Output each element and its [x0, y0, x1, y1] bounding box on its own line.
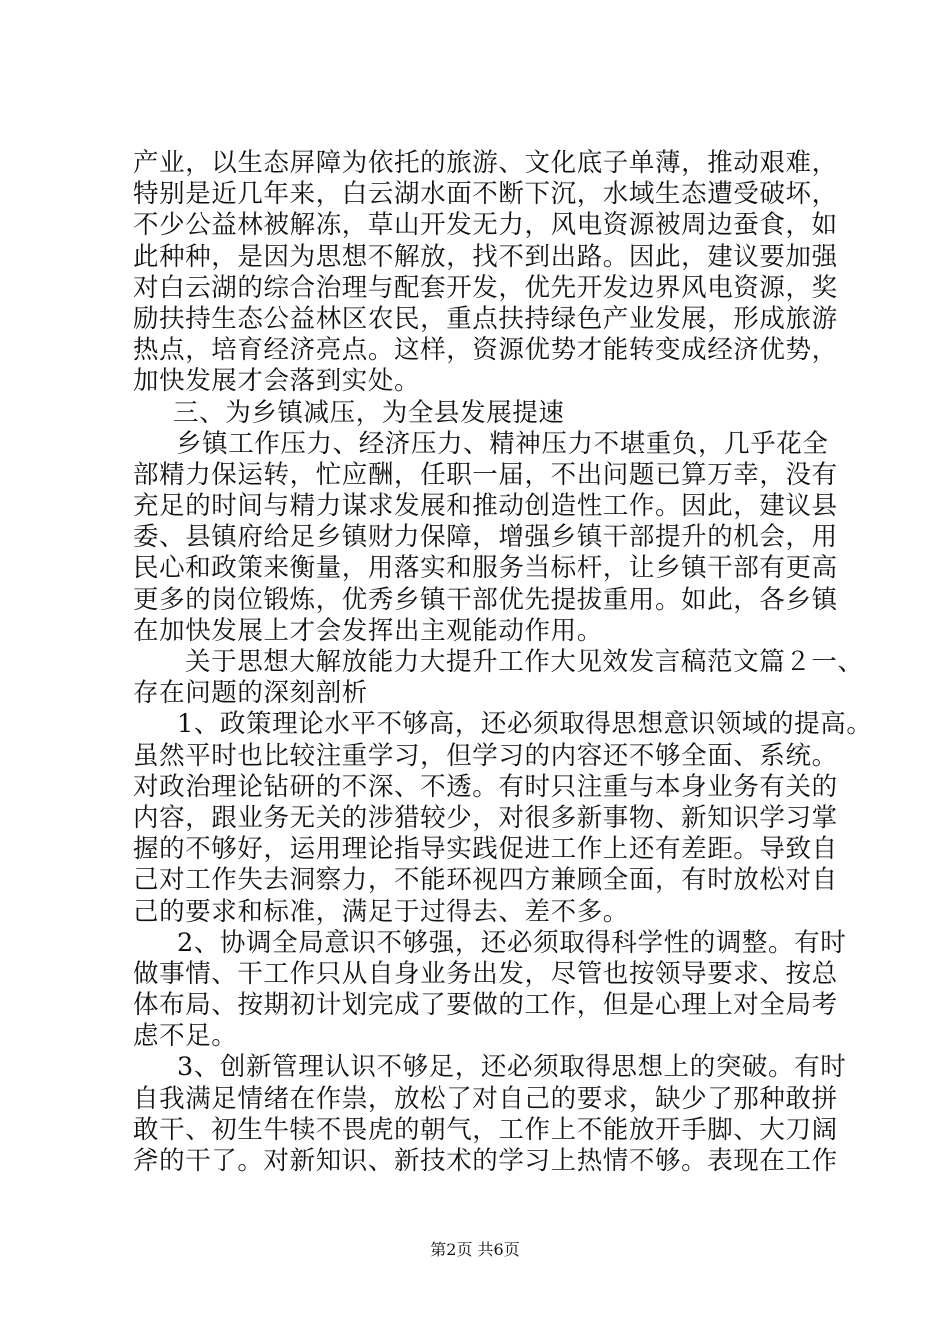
text-line: 内容，跟业务无关的涉猎较少，对很多新事物、新知识学习掌 — [133, 802, 838, 833]
text-line: 更多的岗位锻炼，优秀乡镇干部优先提拔重用。如此，各乡镇 — [133, 584, 838, 615]
text-line: 己对工作失去洞察力，不能环视四方兼顾全面，有时放松对自 — [133, 865, 838, 896]
text-line: 对白云湖的综合治理与配套开发，优先开发边界风电资源，奖 — [133, 272, 838, 303]
text-line: 热点，培育经济亮点。这样，资源优势才能转变成经济优势， — [133, 335, 838, 366]
text-line: 3、创新管理认识不够足，还必须取得思想上的突破。有时 — [177, 1052, 847, 1083]
text-line: 斧的干了。对新知识、新技术的学习上热情不够。表现在工作 — [133, 1146, 838, 1176]
text-line: 虑不足。 — [133, 1021, 238, 1052]
text-line: 对政治理论钻研的不深、不透。有时只注重与本身业务有关的 — [133, 771, 838, 802]
article-title: 关于思想大解放能力大提升工作大见效发言稿范文篇２一、 — [185, 647, 864, 677]
text-line: 部精力保运转，忙应酬，任职一届，不出问题已算万幸，没有 — [133, 459, 838, 490]
text-line: 敢干、初生牛犊不畏虎的朝气，工作上不能放开手脚、大刀阔 — [133, 1114, 838, 1145]
text-line: 委、县镇府给足乡镇财力保障，增强乡镇干部提升的机会，用 — [133, 522, 838, 553]
document-body — [133, 148, 873, 1177]
page-number-footer: 第2页 共6页 — [430, 1240, 520, 1259]
text-line: 存在问题的深刻剖析 — [133, 678, 368, 709]
text-line: 做事情、干工作只从自身业务出发，尽管也按领导要求、按总 — [133, 958, 838, 989]
text-line: 乡镇工作压力、经济压力、精神压力不堪重负，几乎花全 — [176, 428, 829, 459]
text-line: 在加快发展上才会发挥出主观能动作用。 — [133, 615, 603, 646]
text-line: 己的要求和标准，满足于过得去、差不多。 — [133, 896, 629, 927]
text-line: 励扶持生态公益林区农民，重点扶持绿色产业发展，形成旅游 — [133, 303, 838, 334]
section-heading: 三、为乡镇减压，为全县发展提速 — [173, 397, 565, 428]
text-line: 加快发展才会落到实处。 — [133, 366, 421, 397]
text-line: 民心和政策来衡量，用落实和服务当标杆，让乡镇干部有更高 — [133, 553, 838, 584]
text-line: 虽然平时也比较注重学习，但学习的内容还不够全面、系统。 — [133, 740, 838, 771]
text-line: 不少公益林被解冻，草山开发无力，风电资源被周边蚕食，如 — [133, 210, 838, 241]
text-line: 产业，以生态屏障为依托的旅游、文化底子单薄，推动艰难， — [133, 148, 838, 178]
text-line: 自我满足情绪在作祟，放松了对自己的要求，缺少了那种敢拼 — [133, 1083, 838, 1114]
text-line: 1、政策理论水平不够高，还必须取得思想意识领域的提高。 — [177, 709, 873, 740]
text-line: 此种种，是因为思想不解放，找不到出路。因此，建议要加强 — [133, 241, 838, 272]
text-line: 充足的时间与精力谋求发展和推动创造性工作。因此，建议县 — [133, 491, 838, 522]
text-line: 特别是近几年来，白云湖水面不断下沉，水域生态遭受破坏， — [133, 179, 838, 210]
text-line: 2、协调全局意识不够强，还必须取得科学性的调整。有时 — [177, 927, 847, 958]
text-line: 握的不够好，运用理论指导实践促进工作上还有差距。导致自 — [133, 834, 838, 865]
text-line: 体布局、按期初计划完成了要做的工作，但是心理上对全局考 — [133, 990, 838, 1021]
